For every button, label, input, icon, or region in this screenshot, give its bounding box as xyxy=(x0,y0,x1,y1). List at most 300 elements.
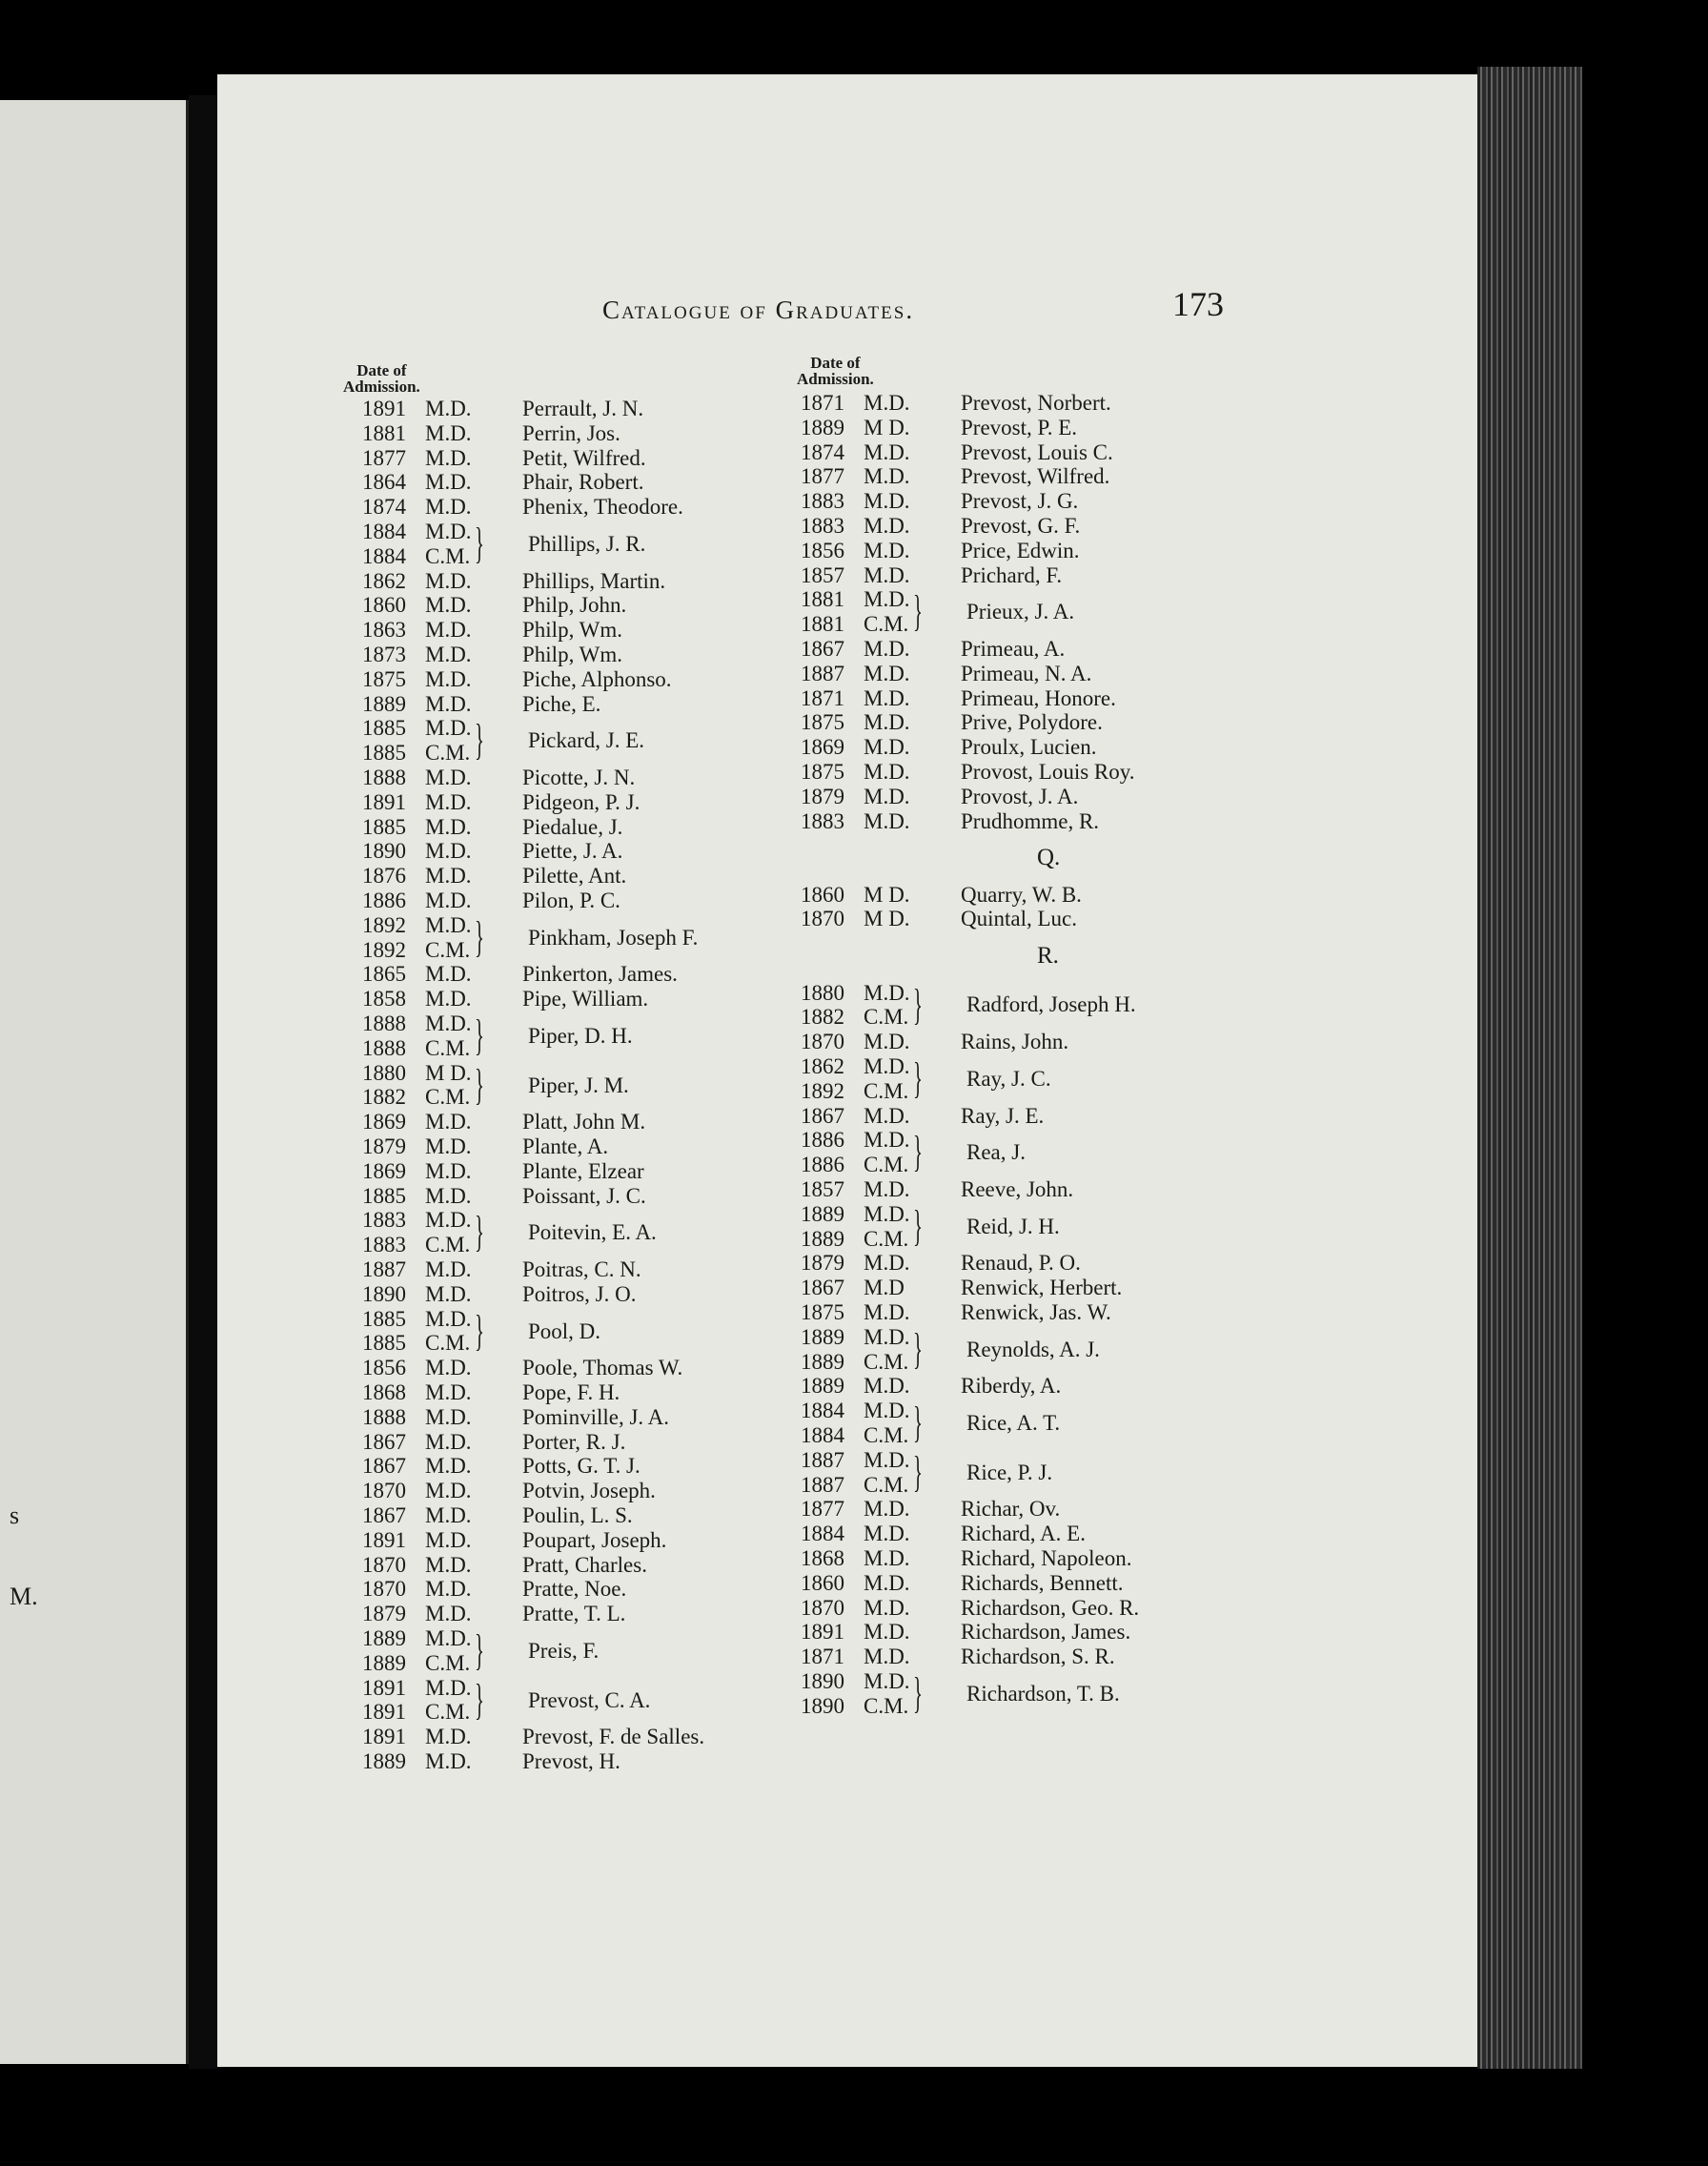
graduate-name: Poupart, Joseph. xyxy=(522,1527,667,1552)
degree: M.D. xyxy=(864,464,910,489)
degree: M.D. xyxy=(425,1306,472,1331)
admission-year: 1858 xyxy=(362,987,406,1011)
column-heading-line: Admission. xyxy=(797,370,874,388)
degree: M.D. xyxy=(425,593,472,618)
brace: } xyxy=(913,1398,923,1447)
admission-year: 1867 xyxy=(362,1503,406,1527)
degree: C.M. xyxy=(425,543,471,568)
degree: M.D. xyxy=(425,766,472,789)
graduate-name: Phillips, J. R. xyxy=(528,531,646,556)
degree: M.D. xyxy=(425,568,472,593)
brace: } xyxy=(475,1625,484,1674)
graduate-name: Philp, Wm. xyxy=(522,643,623,666)
degree: M.D. xyxy=(425,839,472,864)
admission-year: 1867 xyxy=(362,1429,406,1454)
admission-year: 1888 xyxy=(362,1011,406,1035)
admission-year: 1860 xyxy=(801,882,844,907)
brace: } xyxy=(913,1127,923,1176)
degree: M.D. xyxy=(425,1626,472,1650)
degree: M.D. xyxy=(864,1595,910,1620)
graduate-name: Prevost, F. de Salles. xyxy=(522,1725,705,1749)
graduate-name: Potvin, Joseph. xyxy=(522,1479,656,1503)
admission-year: 1891 xyxy=(362,789,406,814)
admission-year: 1883 xyxy=(801,489,844,514)
admission-year: 1889 xyxy=(801,1374,844,1399)
degree: C.M. xyxy=(425,1331,471,1356)
degree: M.D. xyxy=(864,1103,910,1128)
degree: M.D. xyxy=(864,1620,910,1645)
graduate-name: Primeau, A. xyxy=(961,637,1066,661)
degree: M.D. xyxy=(425,1479,472,1503)
admission-year: 1860 xyxy=(801,1570,844,1595)
admission-year: 1891 xyxy=(362,1700,406,1725)
graduate-name: Rice, P. J. xyxy=(966,1460,1053,1484)
graduate-name: Poole, Thomas W. xyxy=(522,1356,683,1380)
degree: M.D. xyxy=(864,760,910,784)
left-page-edge xyxy=(0,100,189,2064)
graduate-name: Phenix, Theodore. xyxy=(522,495,683,520)
degree: C.M. xyxy=(425,741,471,766)
admission-year: 1857 xyxy=(801,1176,844,1201)
admission-year: 1864 xyxy=(362,470,406,495)
graduate-name: Piche, E. xyxy=(522,691,601,716)
admission-year: 1856 xyxy=(362,1356,406,1380)
degree: C.M. xyxy=(864,1078,909,1103)
degree: M.D. xyxy=(425,1454,472,1479)
degree: M.D. xyxy=(864,439,910,464)
graduate-name: Porter, R. J. xyxy=(522,1429,626,1454)
admission-year: 1892 xyxy=(362,912,406,937)
admission-year: 1892 xyxy=(362,937,406,962)
degree: C.M. xyxy=(864,1349,909,1374)
admission-year: 1871 xyxy=(801,685,844,710)
graduate-name: Renwick, Herbert. xyxy=(961,1276,1123,1300)
graduate-name: Quintal, Luc. xyxy=(961,907,1077,931)
degree: M.D. xyxy=(864,489,910,514)
brace: } xyxy=(475,1674,484,1724)
admission-year: 1884 xyxy=(801,1422,844,1447)
column-heading-line: Date of xyxy=(810,354,861,372)
degree: M.D. xyxy=(425,397,472,420)
admission-year: 1891 xyxy=(362,1527,406,1552)
admission-year: 1879 xyxy=(362,1602,406,1626)
degree: M.D. xyxy=(425,789,472,814)
admission-year: 1870 xyxy=(362,1479,406,1503)
admission-year: 1868 xyxy=(801,1545,844,1570)
degree: M.D. xyxy=(425,912,472,937)
admission-year: 1874 xyxy=(362,495,406,520)
admission-year: 1857 xyxy=(801,562,844,587)
graduate-name: Prevost, P. E. xyxy=(961,415,1078,439)
degree: M.D. xyxy=(425,1011,472,1035)
admission-year: 1891 xyxy=(362,397,406,420)
admission-year: 1873 xyxy=(362,643,406,666)
admission-year: 1885 xyxy=(362,741,406,766)
admission-year: 1871 xyxy=(801,391,844,415)
admission-year: 1885 xyxy=(362,716,406,741)
degree: M D. xyxy=(864,882,910,907)
degree: M.D. xyxy=(864,1324,910,1349)
degree: M.D. xyxy=(864,1201,910,1226)
admission-year: 1891 xyxy=(801,1620,844,1645)
graduate-name: Prevost, Wilfred. xyxy=(961,464,1110,489)
column-heading-left xyxy=(343,362,420,395)
degree: M.D. xyxy=(864,661,910,685)
degree: C.M. xyxy=(864,1153,909,1177)
brace: } xyxy=(913,586,923,636)
graduate-name: Pinkerton, James. xyxy=(522,962,678,987)
degree: C.M. xyxy=(864,1226,909,1251)
admission-year: 1887 xyxy=(801,1447,844,1472)
graduate-name: Richardson, T. B. xyxy=(966,1681,1120,1706)
graduate-name: Richardson, James. xyxy=(961,1620,1131,1645)
degree: M.D. xyxy=(425,889,472,912)
degree: M.D. xyxy=(864,735,910,760)
admission-year: 1889 xyxy=(362,691,406,716)
graduate-name: Richar, Ov. xyxy=(961,1497,1061,1522)
graduate-name: Perrin, Jos. xyxy=(522,420,620,445)
degree: M.D. xyxy=(425,666,472,691)
degree: C.M. xyxy=(425,937,471,962)
admission-year: 1883 xyxy=(801,808,844,833)
degree: M.D. xyxy=(425,1577,472,1602)
degree: M.D. xyxy=(864,808,910,833)
graduate-name: Primeau, N. A. xyxy=(961,661,1092,685)
degree: M.D. xyxy=(425,470,472,495)
degree: M D. xyxy=(864,415,910,439)
degree: M.D. xyxy=(864,980,910,1005)
admission-year: 1889 xyxy=(362,1626,406,1650)
degree: M.D. xyxy=(864,1668,910,1693)
admission-year: 1879 xyxy=(801,784,844,808)
degree: M.D. xyxy=(864,1176,910,1201)
admission-year: 1881 xyxy=(362,420,406,445)
graduate-name: Prichard, F. xyxy=(961,562,1063,587)
graduate-name: Ray, J. E. xyxy=(961,1103,1045,1128)
page-edges xyxy=(1477,67,1582,2069)
admission-year: 1891 xyxy=(362,1675,406,1700)
graduate-name: Piper, J. M. xyxy=(528,1073,629,1097)
graduate-name: Richards, Bennett. xyxy=(961,1570,1124,1595)
graduate-name: Pratt, Charles. xyxy=(522,1552,647,1577)
degree: M.D. xyxy=(425,618,472,643)
degree: M.D. xyxy=(864,1399,910,1423)
degree: M.D. xyxy=(425,1429,472,1454)
admission-year: 1886 xyxy=(362,889,406,912)
admission-year: 1882 xyxy=(801,1005,844,1030)
graduate-name: Perrault, J. N. xyxy=(522,397,644,420)
degree: M.D. xyxy=(425,1552,472,1577)
graduate-name: Prevost, G. F. xyxy=(961,514,1081,538)
degree: M.D. xyxy=(425,987,472,1011)
admission-year: 1888 xyxy=(362,1404,406,1429)
graduate-name: Richardson, Geo. R. xyxy=(961,1595,1140,1620)
admission-year: 1886 xyxy=(801,1128,844,1153)
admission-year: 1890 xyxy=(362,839,406,864)
degree: M.D. xyxy=(425,1725,472,1749)
degree: M.D. xyxy=(425,1158,472,1183)
admission-year: 1881 xyxy=(801,587,844,612)
degree: M.D. xyxy=(425,420,472,445)
admission-year: 1865 xyxy=(362,962,406,987)
graduate-name: Poitevin, E. A. xyxy=(528,1220,657,1245)
graduate-name: Pilette, Ant. xyxy=(522,864,627,889)
graduate-name: Petit, Wilfred. xyxy=(522,445,646,470)
admission-year: 1870 xyxy=(362,1552,406,1577)
degree: M.D. xyxy=(864,1251,910,1276)
graduate-name: Piedalue, J. xyxy=(522,814,623,839)
graduate-name: Pidgeon, P. J. xyxy=(522,789,640,814)
admission-year: 1856 xyxy=(801,538,844,562)
graduate-name: Piper, D. H. xyxy=(528,1023,633,1048)
admission-year: 1860 xyxy=(362,593,406,618)
admission-year: 1867 xyxy=(801,1103,844,1128)
graduate-name: Reynolds, A. J. xyxy=(966,1337,1100,1361)
degree: C.M. xyxy=(425,1700,471,1725)
admission-year: 1889 xyxy=(362,1749,406,1773)
degree: M.D. xyxy=(425,691,472,716)
graduate-name: Pool, D. xyxy=(528,1318,601,1343)
degree: M.D. xyxy=(425,1356,472,1380)
graduate-name: Prieux, J. A. xyxy=(966,600,1075,624)
admission-year: 1887 xyxy=(801,1472,844,1497)
brace: } xyxy=(475,1305,484,1355)
book-gutter xyxy=(189,95,217,2069)
admission-year: 1884 xyxy=(362,520,406,543)
degree: C.M. xyxy=(425,1085,471,1110)
admission-year: 1862 xyxy=(362,568,406,593)
admission-year: 1885 xyxy=(362,1183,406,1208)
graduate-name: Plante, A. xyxy=(522,1134,609,1158)
admission-year: 1885 xyxy=(362,1306,406,1331)
admission-year: 1874 xyxy=(801,439,844,464)
graduate-name: Pickard, J. E. xyxy=(528,728,645,753)
graduate-name: Plante, Elzear xyxy=(522,1158,644,1183)
admission-year: 1883 xyxy=(362,1233,406,1257)
degree: M.D. xyxy=(425,1404,472,1429)
graduate-name: Prevost, Norbert. xyxy=(961,391,1111,415)
admission-year: 1884 xyxy=(801,1399,844,1423)
graduate-name: Richard, A. E. xyxy=(961,1522,1086,1546)
graduate-name: Provost, J. A. xyxy=(961,784,1079,808)
admission-year: 1869 xyxy=(801,735,844,760)
degree: M.D. xyxy=(864,1030,910,1054)
brace: } xyxy=(475,1207,484,1257)
degree: C.M. xyxy=(864,1472,909,1497)
admission-year: 1869 xyxy=(362,1110,406,1134)
brace: } xyxy=(913,1323,923,1373)
graduate-name: Prudhomme, R. xyxy=(961,808,1100,833)
left-page-fragment: M. xyxy=(10,1583,38,1610)
admission-year: 1885 xyxy=(362,1331,406,1356)
admission-year: 1867 xyxy=(801,637,844,661)
degree: M.D. xyxy=(864,1522,910,1546)
brace: } xyxy=(913,1667,923,1717)
graduate-name: Renwick, Jas. W. xyxy=(961,1299,1111,1324)
graduate-name: Philp, John. xyxy=(522,593,627,618)
admission-year: 1888 xyxy=(362,766,406,789)
degree: M.D. xyxy=(864,1447,910,1472)
column-heading-right xyxy=(797,355,874,387)
admission-year: 1870 xyxy=(362,1577,406,1602)
admission-year: 1880 xyxy=(362,1060,406,1085)
brace: } xyxy=(475,1011,484,1059)
degree: M.D. xyxy=(864,710,910,735)
degree: C.M. xyxy=(864,1005,909,1030)
admission-year: 1891 xyxy=(362,1725,406,1749)
degree: M.D. xyxy=(864,784,910,808)
admission-year: 1889 xyxy=(801,1226,844,1251)
graduate-name: Prevost, Louis C. xyxy=(961,439,1113,464)
graduate-name: Pinkham, Joseph F. xyxy=(528,925,699,950)
degree: M.D. xyxy=(425,1183,472,1208)
brace: } xyxy=(913,1052,923,1102)
admission-year: 1882 xyxy=(362,1085,406,1110)
degree: M.D. xyxy=(425,1208,472,1233)
graduate-name: Renaud, P. O. xyxy=(961,1251,1081,1276)
brace: } xyxy=(913,1446,923,1496)
admission-year: 1885 xyxy=(362,814,406,839)
degree: M.D. xyxy=(864,1128,910,1153)
degree: M.D. xyxy=(425,445,472,470)
admission-year: 1876 xyxy=(362,864,406,889)
graduate-name: Prive, Polydore. xyxy=(961,710,1103,735)
column-heading-line: Date of xyxy=(356,361,407,379)
admission-year: 1890 xyxy=(362,1281,406,1306)
admission-year: 1877 xyxy=(801,1497,844,1522)
admission-year: 1875 xyxy=(801,760,844,784)
graduate-name: Ray, J. C. xyxy=(966,1066,1051,1091)
graduate-name: Prevost, H. xyxy=(522,1749,620,1773)
degree: C.M. xyxy=(864,1422,909,1447)
graduate-name: Potts, G. T. J. xyxy=(522,1454,640,1479)
graduate-name: Rice, A. T. xyxy=(966,1411,1061,1436)
graduate-name: Pratte, Noe. xyxy=(522,1577,627,1602)
admission-year: 1883 xyxy=(362,1208,406,1233)
degree: M.D. xyxy=(864,514,910,538)
admission-year: 1880 xyxy=(801,980,844,1005)
graduate-name: Quarry, W. B. xyxy=(961,882,1082,907)
graduate-name: Riberdy, A. xyxy=(961,1374,1062,1399)
graduate-name: Richard, Napoleon. xyxy=(961,1545,1132,1570)
graduate-name: Richardson, S. R. xyxy=(961,1645,1115,1669)
degree: M.D. xyxy=(425,1527,472,1552)
admission-year: 1889 xyxy=(801,415,844,439)
degree: C.M. xyxy=(425,1233,471,1257)
brace: } xyxy=(475,519,484,567)
admission-year: 1888 xyxy=(362,1035,406,1060)
graduate-name: Platt, John M. xyxy=(522,1110,646,1134)
admission-year: 1889 xyxy=(801,1201,844,1226)
degree: M.D. xyxy=(425,716,472,741)
admission-year: 1871 xyxy=(801,1645,844,1669)
graduate-name: Phillips, Martin. xyxy=(522,568,666,593)
graduate-name: Piette, J. A. xyxy=(522,839,623,864)
degree: M.D. xyxy=(425,1281,472,1306)
admission-year: 1879 xyxy=(362,1134,406,1158)
degree: M.D. xyxy=(425,1134,472,1158)
admission-year: 1887 xyxy=(362,1257,406,1281)
graduate-name: Pratte, T. L. xyxy=(522,1602,626,1626)
degree: M.D. xyxy=(425,1503,472,1527)
graduate-name: Prevost, C. A. xyxy=(528,1687,651,1712)
brace: } xyxy=(475,715,484,765)
admission-year: 1887 xyxy=(801,661,844,685)
admission-year: 1877 xyxy=(801,464,844,489)
graduate-name: Piche, Alphonso. xyxy=(522,666,672,691)
graduate-name: Prevost, J. G. xyxy=(961,489,1079,514)
graduate-name: Poulin, L. S. xyxy=(522,1503,633,1527)
degree: M.D. xyxy=(864,685,910,710)
admission-year: 1881 xyxy=(801,612,844,637)
degree: M.D. xyxy=(425,1380,472,1404)
degree: M D. xyxy=(864,907,910,931)
graduate-name: Pominville, J. A. xyxy=(522,1404,669,1429)
column-heading-line: Admission. xyxy=(343,378,420,396)
degree: M.D. xyxy=(425,643,472,666)
page-number: 173 xyxy=(1172,285,1224,323)
admission-year: 1870 xyxy=(801,1595,844,1620)
graduate-name: Philp, Wm. xyxy=(522,618,623,643)
admission-year: 1863 xyxy=(362,618,406,643)
graduate-name: Reeve, John. xyxy=(961,1176,1074,1201)
admission-year: 1867 xyxy=(801,1276,844,1300)
section-letter: Q. xyxy=(1037,845,1061,871)
brace: } xyxy=(913,979,923,1029)
degree: M.D. xyxy=(425,1257,472,1281)
brace: } xyxy=(475,911,484,961)
degree: M.D. xyxy=(864,562,910,587)
degree: M.D. xyxy=(864,391,910,415)
degree: M.D. xyxy=(425,1602,472,1626)
admission-year: 1886 xyxy=(801,1153,844,1177)
graduate-name: Radford, Joseph H. xyxy=(966,992,1136,1017)
degree: M.D. xyxy=(425,1675,472,1700)
admission-year: 1890 xyxy=(801,1668,844,1693)
admission-year: 1889 xyxy=(801,1349,844,1374)
degree: M.D. xyxy=(864,1053,910,1078)
brace: } xyxy=(475,1059,484,1109)
degree: M.D. xyxy=(864,637,910,661)
degree: M.D. xyxy=(864,1645,910,1669)
admission-year: 1862 xyxy=(801,1053,844,1078)
degree: C.M. xyxy=(864,1693,909,1718)
graduate-name: Poitras, C. N. xyxy=(522,1257,641,1281)
degree: M.D. xyxy=(425,1110,472,1134)
admission-year: 1868 xyxy=(362,1380,406,1404)
graduate-name: Poissant, J. C. xyxy=(522,1183,646,1208)
admission-year: 1890 xyxy=(801,1693,844,1718)
admission-year: 1884 xyxy=(362,543,406,568)
degree: M.D. xyxy=(425,495,472,520)
degree: M.D. xyxy=(425,962,472,987)
degree: M.D. xyxy=(425,864,472,889)
degree: C.M. xyxy=(864,612,909,637)
degree: M D. xyxy=(425,1060,472,1085)
degree: M.D. xyxy=(425,520,472,543)
admission-year: 1883 xyxy=(801,514,844,538)
admission-year: 1869 xyxy=(362,1158,406,1183)
degree: M.D. xyxy=(425,1749,472,1773)
graduate-name: Proulx, Lucien. xyxy=(961,735,1097,760)
degree: C.M. xyxy=(425,1035,471,1060)
degree: M.D. xyxy=(864,587,910,612)
graduate-name: Poitros, J. O. xyxy=(522,1281,637,1306)
admission-year: 1879 xyxy=(801,1251,844,1276)
admission-year: 1875 xyxy=(801,1299,844,1324)
left-page-fragment: s xyxy=(10,1502,20,1529)
admission-year: 1889 xyxy=(801,1324,844,1349)
